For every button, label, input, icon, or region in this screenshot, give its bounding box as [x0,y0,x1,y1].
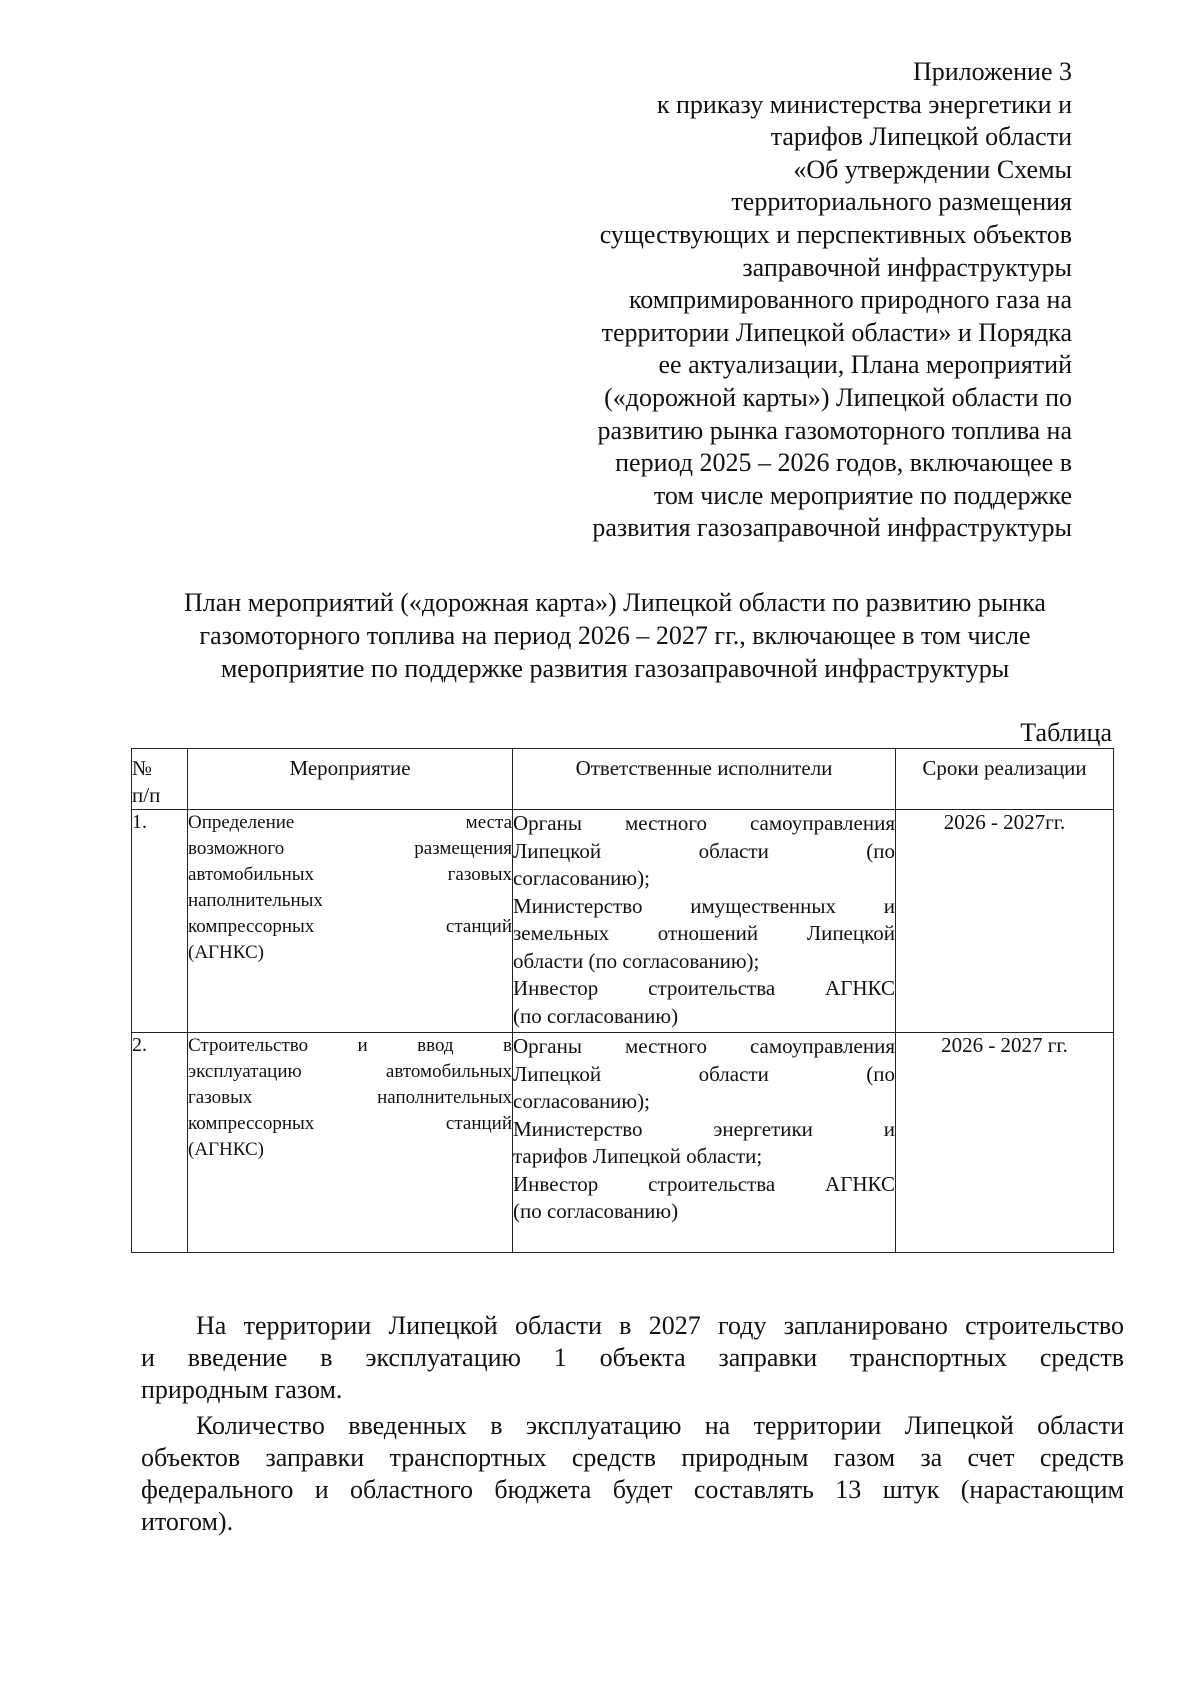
table-header-row [132,749,1114,810]
event-line: (АГНКС) [188,1139,264,1160]
header-event: Мероприятие [188,749,513,810]
appendix-line: существующих и перспективных объектов [599,219,1072,249]
row-responsible [513,810,896,1033]
responsible-line: Органы местного самоуправления [513,811,895,835]
event-line: Строительство и ввод в [188,1035,512,1056]
appendix-line: «Об утверждении Схемы [793,154,1072,184]
appendix-line: развитию рынка газомоторного топлива на [597,415,1072,445]
title-line: газомоторного топлива на период 2026 – 2027 гг., включающее в том числе [199,621,1031,650]
appendix-line: («дорожной карты») Липецкой области по [604,382,1072,412]
row-term: 2026 - 2027гг. [896,810,1114,1033]
paragraph-line: На территории Липецкой области в 2027 году запланировано строительство [196,1311,1124,1340]
event-line: наполнительных [188,890,323,911]
event-line: газовых наполнительных [188,1087,512,1108]
appendix-line: территории Липецкой области» и Порядка [601,317,1072,347]
paragraph-line: итогом). [141,1507,234,1536]
responsible-line: Инвестор строительства АГНКС [513,1171,895,1196]
event-line: компрессорных станций [188,916,512,937]
responsible-line: согласованию); [513,1089,650,1113]
document-title [130,586,1100,685]
row-num: 1. [132,810,188,1033]
responsible-line: Липецкой области (по [513,838,895,863]
event-line: автомобильных газовых [188,864,512,885]
paragraph-line: и введение в эксплуатацию 1 объекта заправки транспортных средств [141,1343,1124,1372]
header-num [132,749,188,810]
row-num: 2. [132,1033,188,1253]
responsible-line: (по согласованию) [513,1003,679,1028]
table-row [132,1033,1114,1253]
table-row [132,810,1114,1033]
appendix-line: ее актуализации, Плана мероприятий [658,350,1072,380]
responsible-line: Инвестор строительства АГНКС [513,976,895,1000]
title-line: План мероприятий («дорожная карта») Липецкой области по развитию рынка [184,588,1046,617]
appendix-header [512,56,1072,545]
responsible-line: (по согласованию) [513,1199,679,1223]
appendix-line: компримированного природного газа на [629,285,1072,315]
paragraph-line: природным газом. [141,1375,343,1404]
table-caption: Таблица [1020,718,1112,747]
appendix-line: тарифов Липецкой области [770,122,1072,152]
responsible-line: Министерство имущественных и [513,893,895,918]
appendix-line: Приложение 3 [912,57,1072,86]
appendix-line: территориального размещения [731,187,1072,217]
plan-table [131,748,1114,1253]
paragraph-line: объектов заправки транспортных средств природным газом за счет средств [141,1443,1124,1472]
header-num-line1: № [132,756,153,780]
event-line: (АГНКС) [188,942,264,963]
responsible-line: Органы местного самоуправления [513,1034,895,1058]
header-num-line2: п/п [132,783,161,807]
row-event [188,810,513,1033]
responsible-line: области (по согласованию); [513,948,760,973]
event-line: компрессорных станций [188,1113,512,1134]
event-line: Определение места [188,812,512,833]
paragraph-line: Количество введенных в эксплуатацию на территории Липецкой области [196,1411,1124,1440]
header-responsible: Ответственные исполнители [513,749,896,810]
responsible-line: согласованию); [513,866,650,890]
appendix-line: период 2025 – 2026 годов, включающее в [615,448,1072,478]
responsible-line: Липецкой области (по [513,1061,895,1086]
appendix-line: развития газозаправочной инфраструктуры [592,513,1072,543]
event-line: возможного размещения [188,838,512,859]
appendix-line: к приказу министерства энергетики и [656,89,1072,119]
paragraph-line: федерального и областного бюджета будет составлять 13 штук (нарастающим [141,1475,1124,1504]
appendix-line: заправочной инфраструктуры [742,252,1072,282]
responsible-line: Министерство энергетики и [513,1116,895,1141]
body-paragraph [141,1410,1124,1538]
event-line: эксплуатацию автомобильных [188,1061,512,1082]
responsible-line: тарифов Липецкой области; [513,1144,763,1168]
row-event [188,1033,513,1253]
header-term: Сроки реализации [896,749,1114,810]
title-line: мероприятие по поддержке развития газозаправочной инфраструктуры [220,654,1010,683]
responsible-line: земельных отношений Липецкой [513,921,895,945]
row-responsible [513,1033,896,1253]
appendix-line: том числе мероприятие по поддержке [653,480,1072,510]
row-term: 2026 - 2027 гг. [896,1033,1114,1253]
body-paragraph [141,1310,1124,1406]
